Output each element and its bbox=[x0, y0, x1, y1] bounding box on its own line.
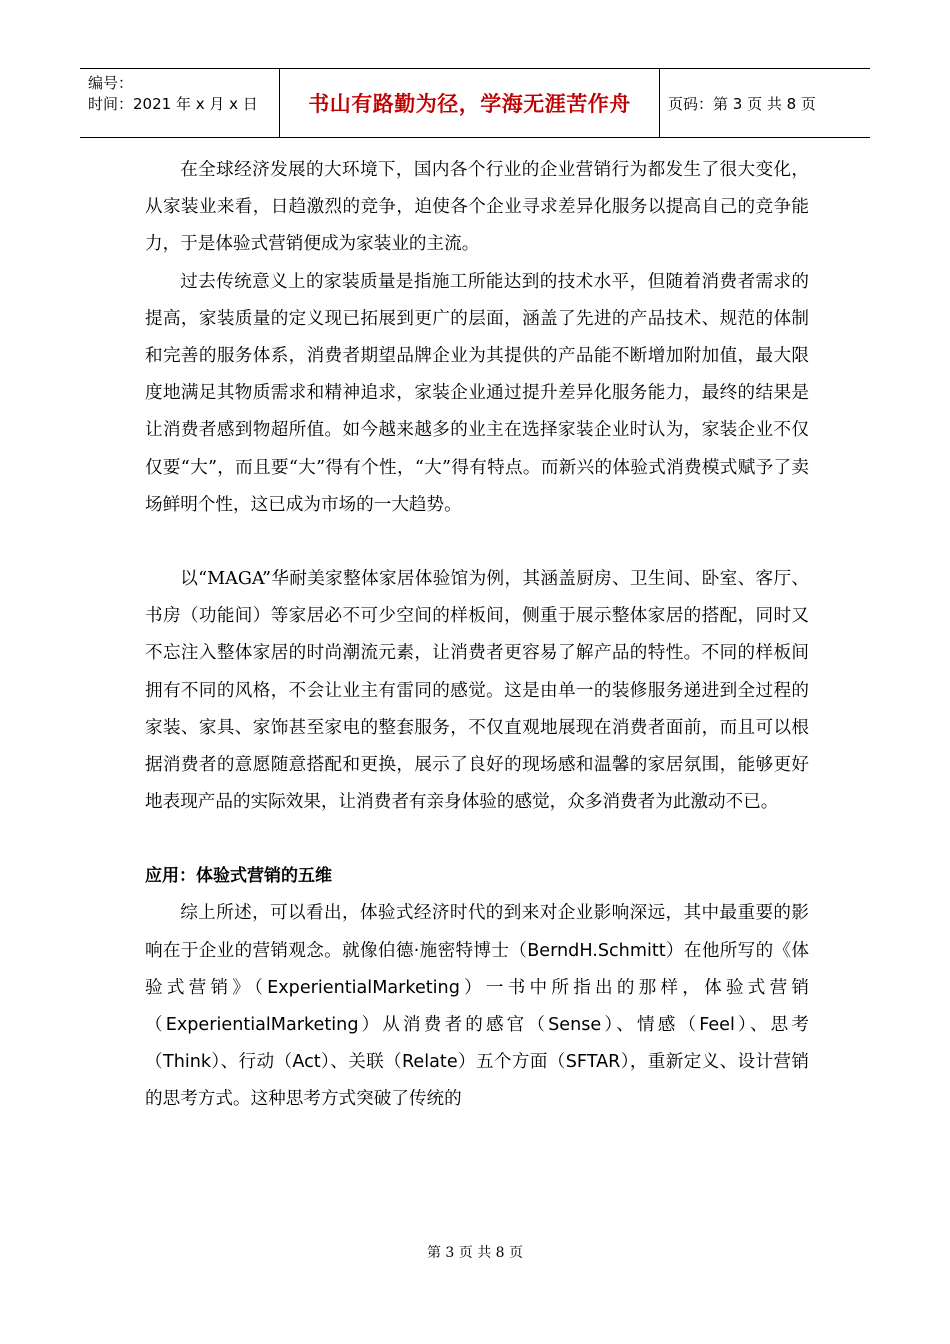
header-motto: 书山有路勤为径，学海无涯苦作舟 bbox=[280, 69, 660, 137]
number-label: 编号： bbox=[88, 74, 134, 92]
paragraph-3: 以“MAGA”华耐美家整体家居体验馆为例，其涵盖厨房、卫生间、卧室、客厅、书房（功能间）等家居必不可少空间的样板间，侧重于展示整体家居的搭配，同时又不忘注入整体家居的时尚潮流元素，让消费者更容易了解产品的特性。不同的样板间拥有不同的风格，不会让业主有雷同的感觉。这是由单一的装修服务递进到全过程的家装、家具、家饰甚至家电的整套服务，不仅直观地展现在消费者面前，而且可以根据消费者的意愿随意搭配和更换，展示了良好的现场感和温馨的家居氛围，能够更好地表现产品的实际效果，让消费者有亲身体验的感觉，众多消费者为此激动不已。 bbox=[145, 569, 809, 813]
paragraph-gap bbox=[145, 524, 809, 561]
page-footer: 第 3 页 共 8 页 bbox=[426, 1245, 524, 1261]
paragraph-2: 过去传统意义上的家装质量是指施工所能达到的技术水平，但随着消费者需求的提高，家装质量的定义现已拓展到更广的层面，涵盖了先进的产品技术、规范的体制和完善的服务体系，消费者期望品牌企业为其提供的产品能不断增加附加值，最大限度地满足其物质需求和精神追求，家装企业通过提升差异化服务能力，最终的结果是让消费者感到物超所值。如今越来越多的业主在选择家装企业时认为，家装企业不仅仅要“大”，而且要“大”得有个性，“大”得有特点。而新兴的体验式消费模式赋予了卖场鲜明个性，这已成为市场的一大趋势。 bbox=[145, 271, 809, 515]
time-label: 时间：2021 年 x 月 x 日 bbox=[88, 95, 258, 113]
paragraph-gap bbox=[145, 821, 809, 858]
document-header bbox=[80, 68, 870, 138]
section-heading: 应用：体验式营销的五维 bbox=[145, 866, 332, 887]
document-body bbox=[145, 152, 809, 1119]
header-page-info: 页码：第 3 页 共 8 页 bbox=[668, 94, 816, 113]
paragraph-1: 在全球经济发展的大环境下，国内各个行业的企业营销行为都发生了很大变化，从家装业来看，日趋激烈的竞争，迫使各个企业寻求差异化服务以提高自己的竞争能力，于是体验式营销便成为家装业的主流。 bbox=[145, 160, 809, 255]
header-meta-cell bbox=[80, 69, 280, 137]
paragraph-4: 综上所述，可以看出，体验式经济时代的到来对企业影响深远，其中最重要的影响在于企业的营销观念。就像伯德·施密特博士（BerndH.Schmitt）在他所写的《体验式营销》（ExperientialMarketing）一书中所指出的那样，体验式营销（ExperientialMarketing）从消费者的感官（Sense）、情感（Feel）、思考（Think）、行动（Act）、关联（Relate）五个方面（SFTAR），重新定义、设计营销的思考方式。这种思考方式突破了传统的 bbox=[145, 903, 809, 1110]
